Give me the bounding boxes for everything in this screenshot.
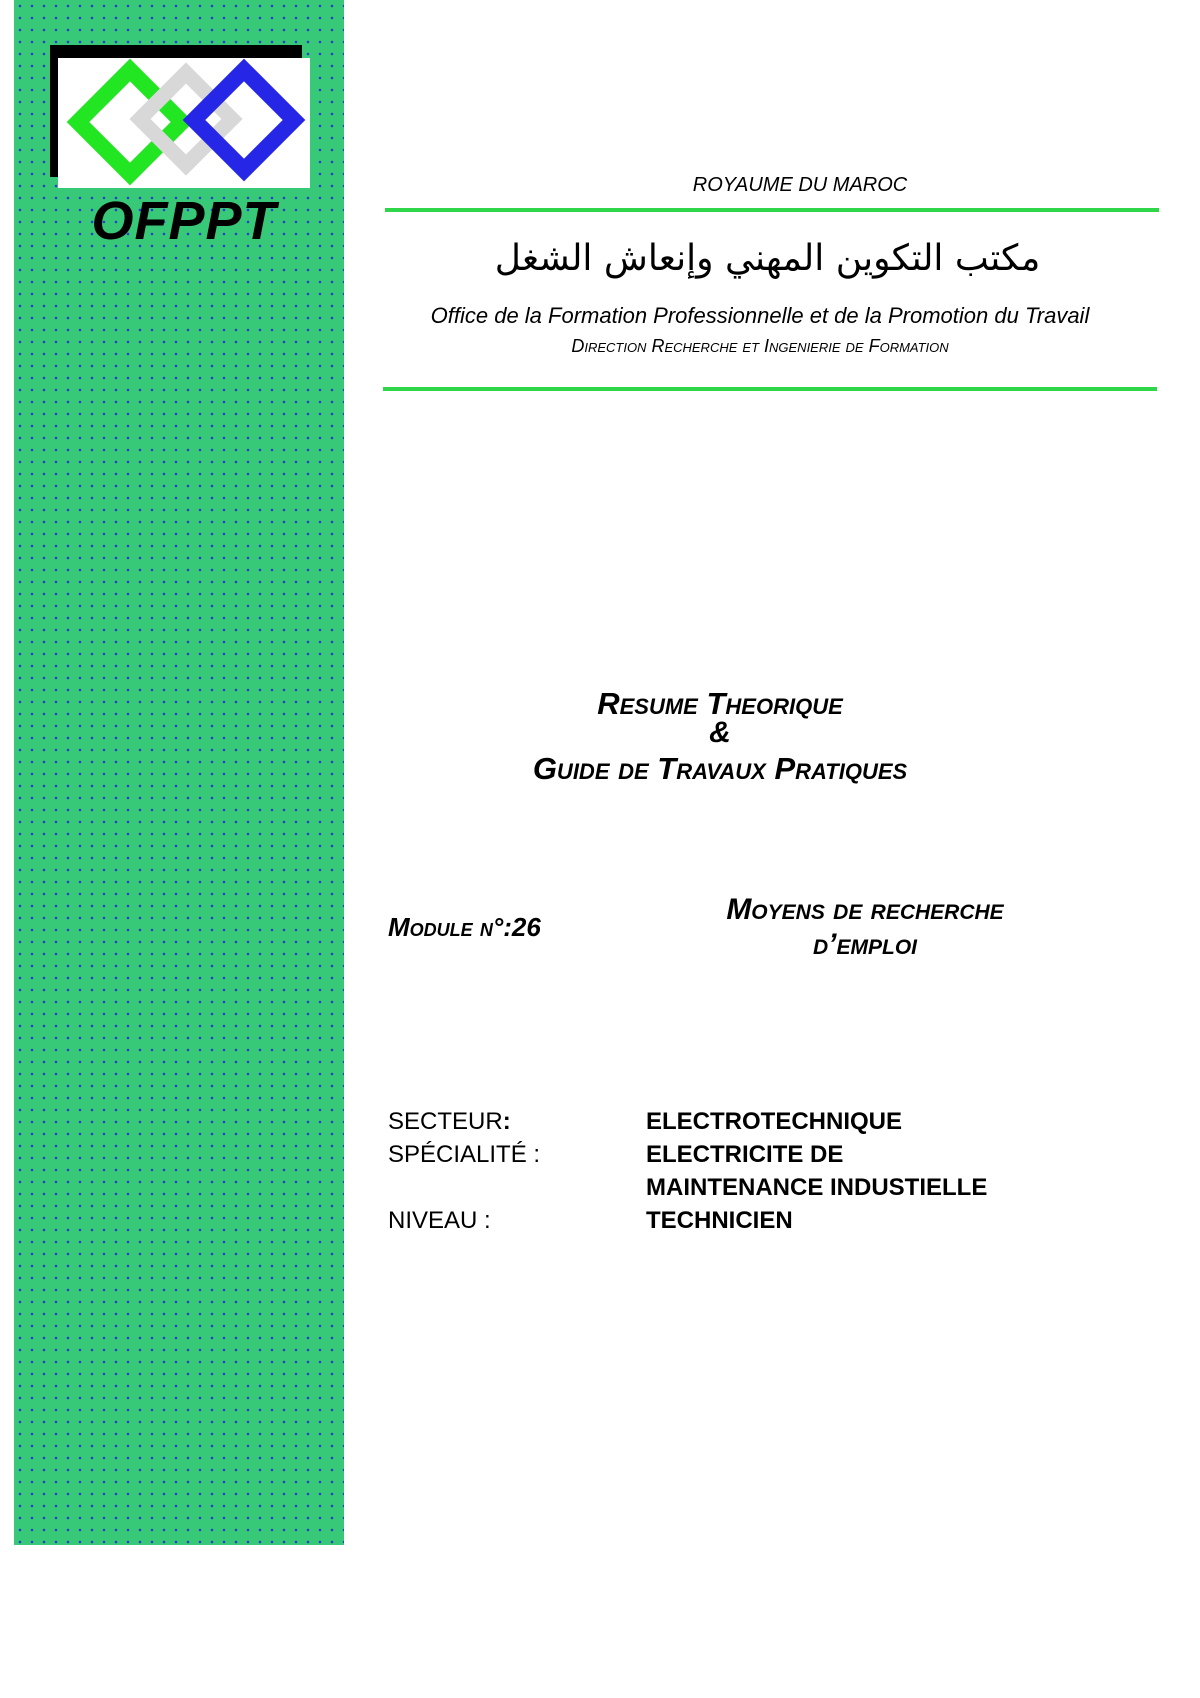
specialite-value-1: ELECTRICITE DE	[646, 1141, 844, 1168]
logo-blue-diamond	[194, 70, 294, 170]
arabic-office-name: مكتب التكوين المهني وإنعاش الشغل	[494, 238, 1041, 279]
top-rule	[385, 208, 1159, 212]
title-line-1: Resume Theorique	[597, 686, 843, 721]
secteur-label-text: SECTEUR	[388, 1108, 503, 1135]
office-name: Office de la Formation Professionnelle et de la Promotion du Travail	[430, 303, 1090, 328]
direction-name: Direction Recherche et Ingenierie de Formation	[571, 336, 949, 356]
ofppt-logo	[58, 58, 310, 188]
specialite-value-2: MAINTENANCE INDUSTIELLE	[646, 1174, 988, 1201]
module-title	[640, 893, 1090, 962]
niveau-value: TECHNICIEN	[646, 1207, 793, 1234]
niveau-label: NIVEAU :	[388, 1207, 491, 1234]
country-name: ROYAUME DU MAROC	[692, 174, 908, 196]
specialite-label: SPÉCIALITÉ :	[388, 1141, 541, 1168]
title-ampersand: &	[709, 716, 731, 749]
title-line-2: Guide de Travaux Pratiques	[532, 751, 908, 786]
module-title-line-1: Moyens de recherche	[726, 893, 1004, 926]
secteur-value: ELECTROTECHNIQUE	[646, 1108, 903, 1135]
secteur-label	[388, 1108, 511, 1136]
secteur-colon: :	[502, 1108, 511, 1135]
bottom-rule	[383, 387, 1157, 391]
logo-text: OFPPT	[91, 191, 277, 251]
module-title-line-2: d’emploi	[812, 927, 917, 961]
logo-icon	[58, 58, 310, 188]
module-number: Module n°:26	[388, 912, 541, 942]
